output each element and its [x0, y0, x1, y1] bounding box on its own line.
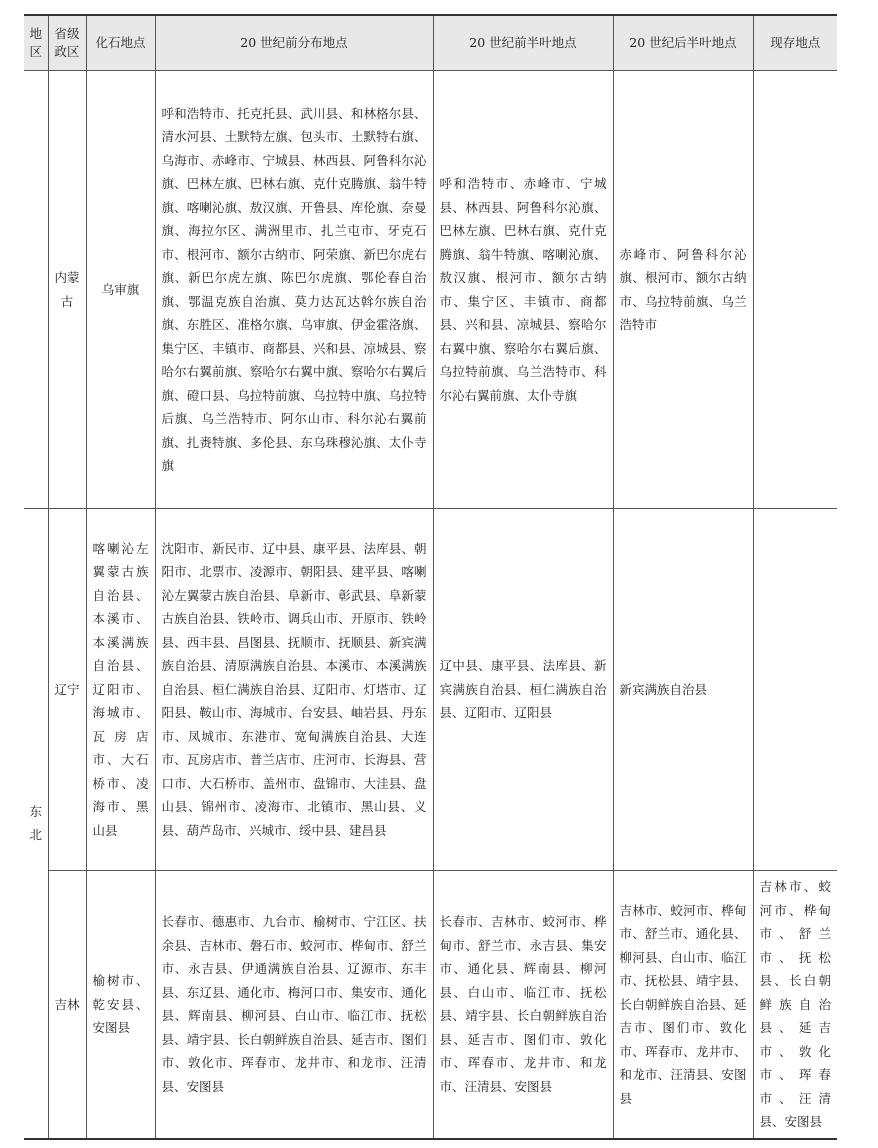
header-early-20th: 20 世纪前半叶地点: [433, 15, 613, 71]
current-cell: [753, 509, 837, 871]
fossil-cell: 榆树市、乾安县、安图县: [86, 871, 155, 1139]
late20-cell: 新宾满族自治县: [613, 509, 753, 871]
pre20-cell: 呼和浩特市、托克托县、武川县、和林格尔县、清水河县、土默特左旗、包头市、土默特右旗、乌海市、赤峰市、宁城县、林西县、阿鲁科尔沁旗、巴林左旗、巴林右旗、克什克腾旗、翁牛特旗、喀喇沁旗、敖汉旗、开鲁县、库伦旗、奈曼旗、海拉尔区、满洲里市、扎兰屯市、牙克石市、根河市、额尔古纳市、阿荣旗、新巴尔虎右旗、新巴尔虎左旗、陈巴尔虎旗、鄂伦春自治旗、鄂温克族自治旗、莫力达瓦达斡尔族自治旗、东胜区、准格尔旗、乌审旗、伊金霍洛旗、集宁区、丰镇市、商都县、兴和县、凉城县、察哈尔右翼前旗、察哈尔右翼中旗、察哈尔右翼后旗、磴口县、乌拉特前旗、乌拉特中旗、乌拉特后旗、乌兰浩特市、阿尔山市、科尔沁右翼前旗、扎赉特旗、多伦县、东乌珠穆沁旗、太仆寺旗: [155, 71, 433, 509]
table-row: [24, 509, 837, 871]
province-cell: 内蒙古: [48, 71, 86, 509]
header-province: 省级政区: [48, 15, 86, 71]
late20-cell: 吉林市、蛟河市、桦甸市、舒兰市、通化县、柳河县、白山市、临江市、抚松县、靖宇县、长白朝鲜族自治县、延吉市、图们市、敦化市、珲春市、龙井市、和龙市、汪清县、安图县: [613, 871, 753, 1139]
late20-cell: 赤峰市、阿鲁科尔沁旗、根河市、额尔古纳市、乌拉特前旗、乌兰浩特市: [613, 71, 753, 509]
province-cell: 吉林: [48, 871, 86, 1139]
region-cell-empty: [24, 71, 48, 509]
fossil-cell: 乌审旗: [86, 71, 155, 509]
table-row: [24, 871, 837, 1139]
header-current: 现存地点: [753, 15, 837, 71]
header-late-20th: 20 世纪后半叶地点: [613, 15, 753, 71]
early20-cell: 辽中县、康平县、法库县、新宾满族自治县、桓仁满族自治县、辽阳市、辽阳县: [433, 509, 613, 871]
region-label: 东北: [29, 803, 42, 843]
region-cell-dongbei: [24, 509, 48, 1139]
fossil-cell: 喀喇沁左翼蒙古族自治县、本溪市、本溪满族自治县、辽阳市、海城市、瓦房店市、大石桥市、凌海市、黑山县: [86, 509, 155, 871]
current-cell: [753, 71, 837, 509]
pre20-cell: 长春市、德惠市、九台市、榆树市、宁江区、扶余县、吉林市、磐石市、蛟河市、桦甸市、舒兰市、永吉县、伊通满族自治县、辽源市、东丰县、东辽县、通化市、梅河口市、集安市、通化县、辉南县、柳河县、白山市、临江市、抚松县、靖宇县、长白朝鲜族自治县、延吉市、图们市、敦化市、珲春市、龙井市、和龙市、汪清县、安图县: [155, 871, 433, 1139]
early20-cell: 长春市、吉林市、蛟河市、桦甸市、舒兰市、永吉县、集安市、通化县、辉南县、柳河县、白山市、临江市、抚松县、靖宇县、长白朝鲜族自治县、延吉市、图们市、敦化市、珲春市、龙井市、和龙市、汪清县、安图县: [433, 871, 613, 1139]
header-pre-20th: 20 世纪前分布地点: [155, 15, 433, 71]
header-region: 地区: [24, 15, 48, 71]
header-fossil-site: 化石地点: [86, 15, 155, 71]
distribution-table: [24, 14, 837, 1140]
current-cell: 吉林市、蛟河市、桦甸市、舒兰市、抚松县、长白朝鲜族自治县、延吉市、敦化市、珲春市、汪清县、安图县: [753, 871, 837, 1139]
table-row: [24, 71, 837, 509]
early20-cell: 呼和浩特市、赤峰市、宁城县、林西县、阿鲁科尔沁旗、巴林左旗、巴林右旗、克什克腾旗、翁牛特旗、喀喇沁旗、敖汉旗、根河市、额尔古纳市、集宁区、丰镇市、商都县、兴和县、凉城县、察哈尔右翼中旗、察哈尔右翼后旗、乌拉特前旗、乌兰浩特市、科尔沁右翼前旗、太仆寺旗: [433, 71, 613, 509]
pre20-cell: 沈阳市、新民市、辽中县、康平县、法库县、朝阳市、北票市、凌源市、朝阳县、建平县、喀喇沁左翼蒙古族自治县、阜新市、彰武县、阜新蒙古族自治县、铁岭市、调兵山市、开原市、铁岭县、西丰县、昌图县、抚顺市、抚顺县、新宾满族自治县、清原满族自治县、本溪市、本溪满族自治县、桓仁满族自治县、辽阳市、灯塔市、辽阳县、鞍山市、海城市、台安县、岫岩县、丹东市、凤城市、东港市、宽甸满族自治县、大连市、瓦房店市、普兰店市、庄河市、长海县、营口市、大石桥市、盖州市、盘锦市、大洼县、盘山县、锦州市、凌海市、北镇市、黑山县、义县、葫芦岛市、兴城市、绥中县、建昌县: [155, 509, 433, 871]
header-row: [24, 15, 837, 71]
province-cell: 辽宁: [48, 509, 86, 871]
